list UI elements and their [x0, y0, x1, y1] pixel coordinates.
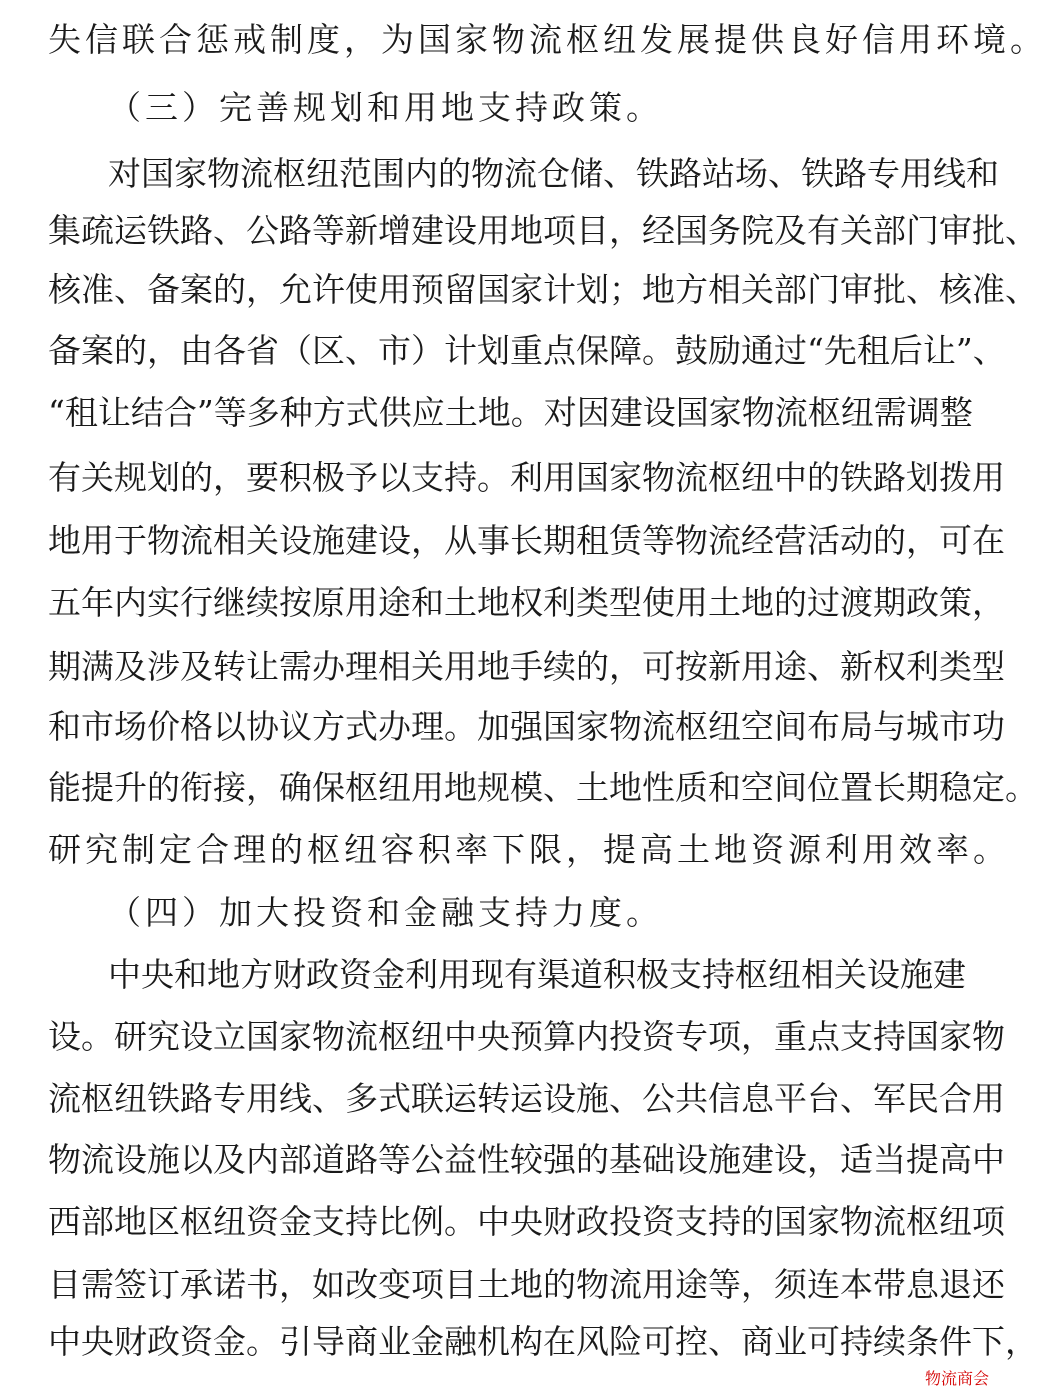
text-line: 核 准 、 备 案 的 ， 允 许 使 用 预 留 国 家 计 划 ； 地 方 相 关 部 门 审 批 、 核 准 、: [48, 270, 1038, 309]
text-line: 设 。 研 究 设 立 国 家 物 流 枢 纽 中 央 预 算 内 投 资 专 项 ， 重 点 支 持 国 家 物: [48, 1017, 1005, 1056]
text-line: 对 国 家 物 流 枢 纽 范 围 内 的 物 流 仓 储 、 铁 路 站 场 、 铁 路 专 用 线 和: [108, 154, 999, 193]
watermark: 物流商会: [924, 1369, 989, 1388]
text-line: 中 央 财 政 资 金 。 引 导 商 业 金 融 机 构 在 风 险 可 控 、 商 业 可 持 续 条 件 下 ，: [48, 1322, 1038, 1361]
text-line: 流 枢 纽 铁 路 专 用 线 、 多 式 联 运 转 运 设 施 、 公 共 信 息 平 台 、 军 民 合 用: [48, 1079, 1005, 1118]
text-line: 目 需 签 订 承 诺 书 ， 如 改 变 项 目 土 地 的 物 流 用 途 等 ， 须 连 本 带 息 退 还: [48, 1265, 1005, 1304]
text-line: 集 疏 运 铁 路 、 公 路 等 新 增 建 设 用 地 项 目 ， 经 国 务 院 及 有 关 部 门 审 批 、: [48, 211, 1038, 250]
text-line: 和 市 场 价 格 以 协 议 方 式 办 理 。 加 强 国 家 物 流 枢 纽 空 间 布 局 与 城 市 功: [48, 707, 1005, 746]
text-line: 中 央 和 地 方 财 政 资 金 利 用 现 有 渠 道 积 极 支 持 枢 纽 相 关 设 施 建: [108, 955, 966, 994]
text-line: 地 用 于 物 流 相 关 设 施 建 设 ， 从 事 长 期 租 赁 等 物 流 经 营 活 动 的 ， 可 在: [48, 521, 1005, 560]
section-heading: （四）加大投资和金融支持力度。: [108, 893, 663, 932]
text-line: 有 关 规 划 的 ， 要 积 极 予 以 支 持 。 利 用 国 家 物 流 枢 纽 中 的 铁 路 划 拨 用: [48, 458, 1005, 497]
text-line: 期 满 及 涉 及 转 让 需 办 理 相 关 用 地 手 续 的 ， 可 按 新 用 途 、 新 权 利 类 型: [48, 647, 1005, 686]
text-line: “ 租 让 结 合 ” 等 多 种 方 式 供 应 土 地 。 对 因 建 设 国 家 物 流 枢 纽 需 调 整: [48, 393, 973, 432]
text-line: 能 提 升 的 衔 接 ， 确 保 枢 纽 用 地 规 模 、 土 地 性 质 和 空 间 位 置 长 期 稳 定 。: [48, 768, 1038, 807]
text-line: 备 案 的 ， 由 各 省 （ 区 、 市 ） 计 划 重 点 保 障 。 鼓 励 通 过 “ 先 租 后 让 ” 、: [48, 331, 1006, 370]
text-line: 失信联合惩戒制度，为国家物流枢纽发展提供良好信用环境。: [48, 20, 1047, 59]
text-line: 物 流 设 施 以 及 内 部 道 路 等 公 益 性 较 强 的 基 础 设 施 建 设 ， 适 当 提 高 中: [48, 1140, 1005, 1179]
text-line: 西 部 地 区 枢 纽 资 金 支 持 比 例 。 中 央 财 政 投 资 支 持 的 国 家 物 流 枢 纽 项: [48, 1202, 1005, 1241]
section-heading: （三）完善规划和用地支持政策。: [108, 88, 663, 127]
text-line: 研究制定合理的枢纽容积率下限，提高土地资源利用效率。: [48, 830, 1010, 869]
text-line: 五 年 内 实 行 继 续 按 原 用 途 和 土 地 权 利 类 型 使 用 土 地 的 过 渡 期 政 策 ，: [48, 583, 1005, 622]
